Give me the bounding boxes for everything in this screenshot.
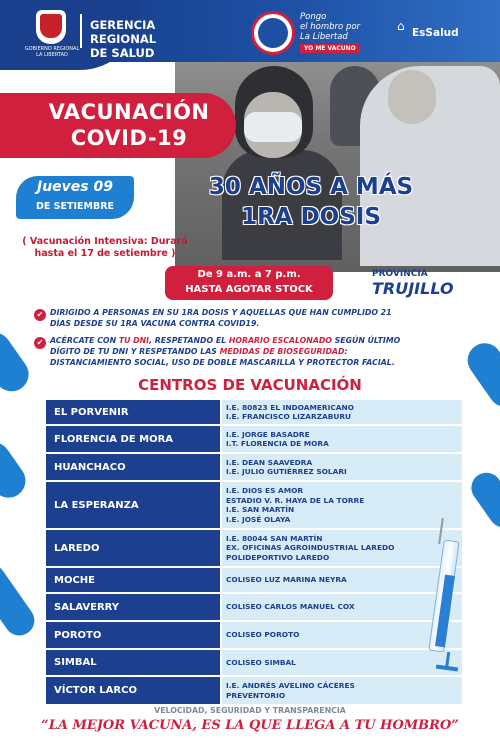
bullet2-line3: DISTANCIAMIENTO SOCIAL, USO DE DOBLE MASCARILLA Y PROTECTOR FACIAL. — [50, 358, 395, 367]
vaccination-place: COLISEO CARLOS MANUEL COX — [226, 602, 355, 612]
table-row — [46, 454, 462, 480]
pongo-line1: Pongo — [300, 12, 327, 22]
district-name: FLORENCIA DE MORA — [46, 426, 220, 452]
bullet1-line1: DIRIGIDO A PERSONAS EN SU 1RA DOSIS Y AQUELLAS QUE HAN CUMPLIDO 21 — [50, 308, 392, 317]
age-range: 30 AÑOS A MÁS — [208, 174, 414, 200]
bullet-eligibility — [50, 307, 470, 329]
essalud-logo-text: EsSalud — [412, 27, 459, 39]
district-name: EL PORVENIR — [46, 400, 220, 424]
vaccination-place: I.E. DIOS ES AMOR — [226, 486, 304, 495]
vaccination-place: COLISEO LUZ MARINA NEYRA — [226, 575, 347, 585]
check-icon: ✔ — [34, 309, 46, 321]
vaccination-place: PREVENTORIO — [226, 690, 286, 700]
district-name: MOCHE — [46, 568, 220, 592]
vaccination-places — [220, 426, 462, 452]
footer-tagline: VELOCIDAD, SEGURIDAD Y TRANSPARENCIA — [154, 706, 346, 715]
footer-slogan: “LA MEJOR VACUNA, ES LA QUE LLEGA A TU HOMBRO” — [41, 718, 459, 733]
hours-range: De 9 a.m. a 7 p.m. — [197, 269, 301, 280]
district-name: POROTO — [46, 622, 220, 648]
table-row — [46, 677, 462, 704]
gerencia-title — [90, 18, 210, 60]
vacuno-tag: YO ME VACUNO — [300, 44, 360, 53]
provincia-value: TRUJILLO — [372, 279, 454, 298]
decor-shape-left-1 — [0, 326, 35, 398]
table-row — [46, 530, 462, 566]
vaccination-places — [220, 677, 462, 704]
bullet-requirements — [50, 335, 470, 368]
bullet2-text: , RESPETANDO EL — [149, 336, 229, 345]
gerencia-line1: GERENCIA REGIONAL — [90, 18, 157, 46]
gerencia-line2: DE SALUD — [90, 46, 155, 60]
table-row — [46, 482, 462, 528]
vaccination-place: POLIDEPORTIVO LAREDO — [226, 552, 330, 562]
bullet2-text: SEGÚN ÚLTIMO — [331, 336, 401, 345]
vaccination-places — [220, 530, 462, 566]
vaccination-places — [220, 650, 462, 675]
district-name: LAREDO — [46, 530, 220, 566]
pongo-slogan — [300, 12, 385, 42]
vaccination-place: I.E. SAN MARTÍN — [226, 505, 295, 514]
title-vacunacion: VACUNACIÓN — [48, 100, 210, 124]
bullet1-line2: DÍAS DESDE SU 1RA VACUNA CONTRA COVID19. — [50, 319, 260, 328]
pongo-line3: La Libertad — [300, 32, 348, 42]
table-row — [46, 400, 462, 424]
bullet2-highlight-horario: HORARIO ESCALONADO — [228, 336, 332, 345]
vaccination-place: ESTADIO V. R. HAYA DE LA TORRE — [226, 495, 365, 505]
district-name: SALAVERRY — [46, 594, 220, 620]
dose-label: 1RA DOSIS — [241, 204, 381, 230]
vaccination-places — [220, 400, 462, 424]
table-row — [46, 594, 462, 620]
vaccination-places — [220, 482, 462, 528]
date-day: Jueves 09 — [37, 179, 113, 195]
intensive-line2: hasta el 17 de setiembre ) — [34, 248, 176, 259]
intensive-note — [10, 236, 200, 260]
table-row — [46, 622, 462, 648]
table-row — [46, 568, 462, 592]
vaccination-place: I.T. FLORENCIA DE MORA — [226, 439, 329, 448]
decor-shape-left-3 — [0, 559, 40, 642]
provincia-label: PROVINCIA — [372, 269, 428, 279]
crest-caption: GOBIERNO REGIONAL LA LIBERTAD — [24, 46, 80, 58]
check-icon: ✔ — [34, 337, 46, 349]
title-covid: COVID-19 — [70, 126, 188, 150]
vaccination-place: COLISEO SIMBAL — [226, 657, 296, 667]
bullet2-text: DÍGITO DE TU DNI Y RESPETANDO LAS — [50, 347, 220, 356]
district-name: SIMBAL — [46, 650, 220, 675]
pongo-line2: el hombro por — [300, 22, 361, 32]
vaccination-place: I.E. 80044 SAN MARTÍN — [226, 533, 323, 543]
intensive-line1: ( Vacunación Intensiva: Durará — [22, 236, 188, 247]
shoulder-logo-inner — [258, 18, 288, 48]
vaccination-place: I.E. JULIO GUTIÉRREZ SOLARI — [226, 467, 347, 476]
vaccination-place: I.E. DEAN SAAVEDRA — [226, 457, 313, 467]
bullet2-line1 — [50, 335, 470, 346]
vaccination-places — [220, 454, 462, 480]
bullet2-text: : — [344, 347, 348, 356]
vaccination-places — [220, 622, 462, 648]
decor-shape-left-2 — [0, 436, 32, 505]
hours-stock: HASTA AGOTAR STOCK — [185, 284, 313, 295]
district-name: VÍCTOR LARCO — [46, 677, 220, 704]
vaccination-place: I.E. FRANCISCO LIZARZABURU — [226, 412, 352, 421]
district-name: LA ESPERANZA — [46, 482, 220, 528]
vaccination-place: I.E. ANDRÉS AVELINO CÁCERES — [226, 681, 355, 690]
vaccination-place: I.E. JORGE BASADRE — [226, 429, 310, 439]
vaccination-place: I.E. 80823 EL INDOAMERICANO — [226, 402, 354, 412]
bullet2-highlight-bioseguridad: MEDIDAS DE BIOSEGURIDAD — [219, 347, 345, 356]
photo-nurse-head — [388, 70, 436, 124]
vaccination-place: COLISEO POROTO — [226, 630, 300, 640]
vaccination-place: I.E. JOSÉ OLAYA — [226, 514, 291, 524]
table-row — [46, 426, 462, 452]
vaccination-places — [220, 568, 462, 592]
bullet2-highlight-dni: TU DNI — [118, 336, 150, 345]
vaccination-places — [220, 594, 462, 620]
crest-shield — [40, 14, 62, 38]
bullet2-text: ACÉRCATE CON — [50, 336, 119, 345]
bullet2-line2 — [50, 346, 470, 357]
decor-shape-right-2 — [466, 467, 500, 533]
table-row — [46, 650, 462, 675]
centros-title: CENTROS DE VACUNACIÓN — [138, 376, 362, 394]
district-name: HUANCHACO — [46, 454, 220, 480]
photo-patient-mask — [244, 112, 302, 142]
vaccination-place: EX. OFICINAS AGROINDUSTRIAL LAREDO — [226, 543, 395, 553]
date-month: DE SETIEMBRE — [35, 201, 115, 212]
header-divider — [80, 14, 82, 48]
essalud-icon: ⌂ — [397, 19, 405, 33]
